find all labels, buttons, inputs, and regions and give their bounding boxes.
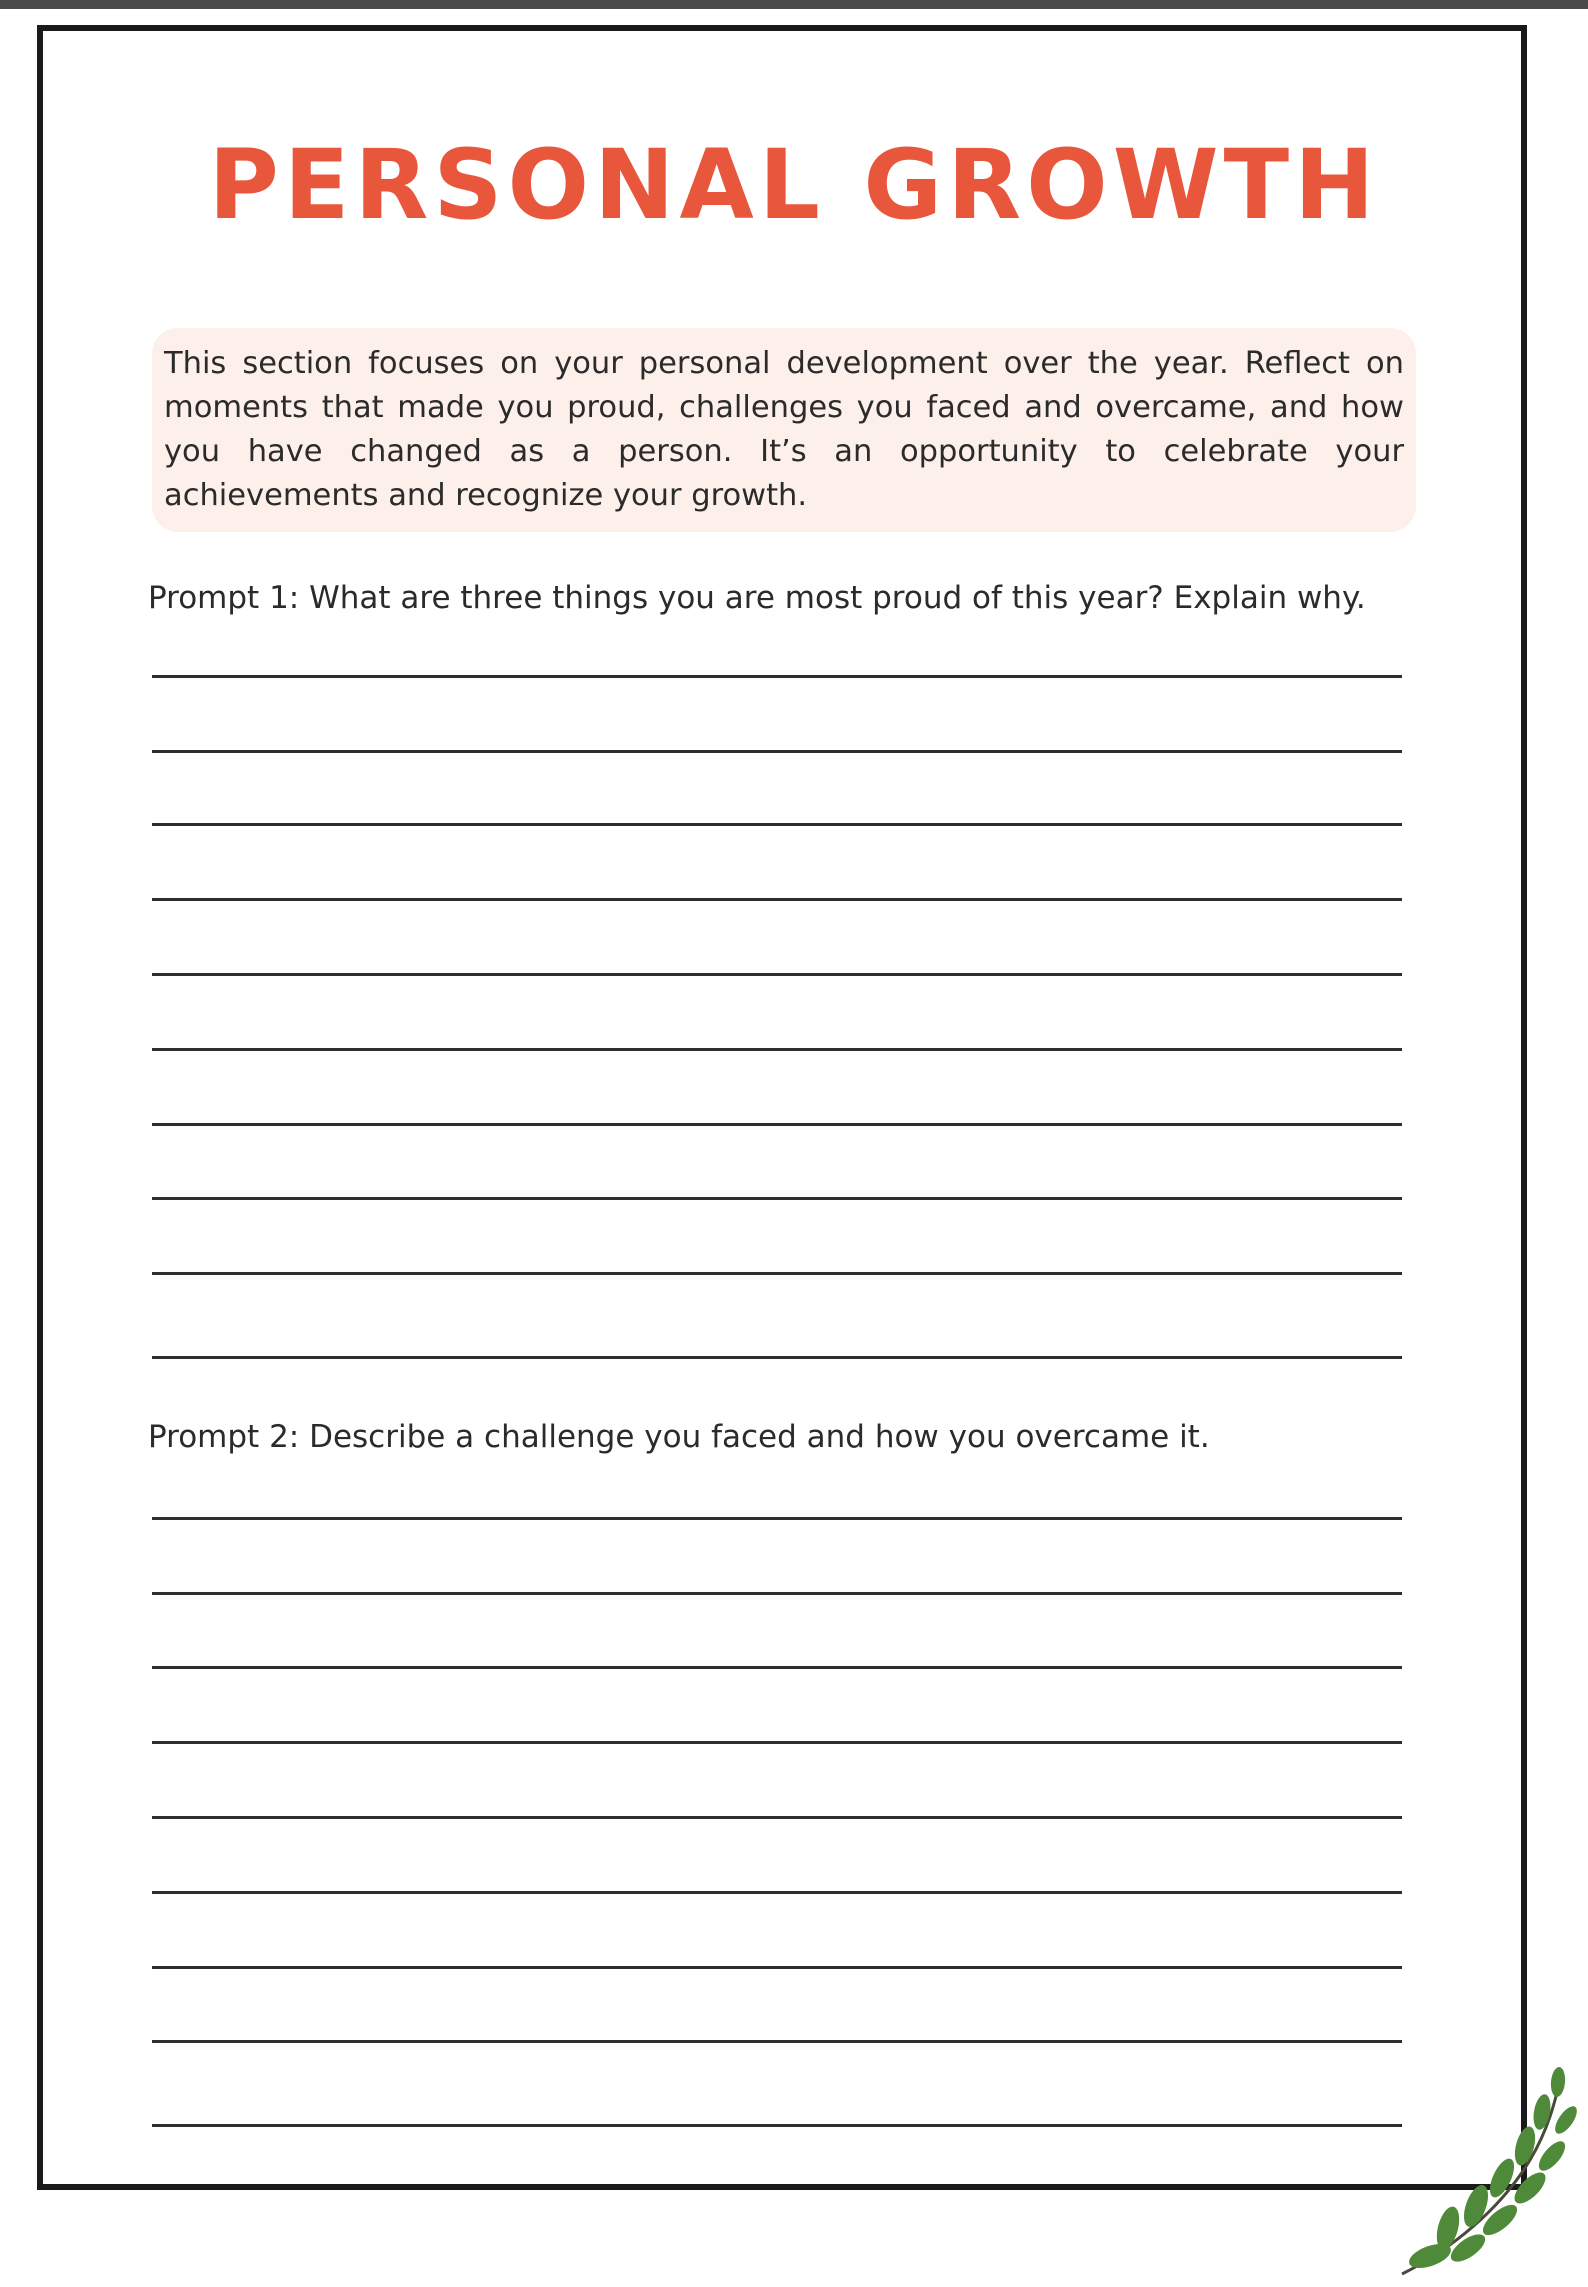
answer-line[interactable] [152,1816,1402,1819]
answer-line[interactable] [152,675,1402,678]
leaf-sprig-icon [1390,2060,1580,2280]
answer-line[interactable] [152,973,1402,976]
answer-line[interactable] [152,1272,1402,1275]
top-edge-strip [0,0,1588,9]
answer-line[interactable] [152,1048,1402,1051]
answer-line[interactable] [152,1592,1402,1595]
prompt-1-text: Prompt 1: What are three things you are most proud of this year? Explain why. [148,580,1366,616]
page-title: PERSONAL GROWTH [208,129,1380,241]
intro-box [152,328,1416,532]
intro-text: This section focuses on your personal development over the year. Reflect on moments that made you proud, challenges you faced and overcame, and how you have changed as a person. It’s an opportunity to celebrate your achievements and recognize your growth. [164,346,1404,513]
answer-line[interactable] [152,1966,1402,1969]
answer-line[interactable] [152,2124,1402,2127]
answer-line[interactable] [152,1741,1402,1744]
answer-line[interactable] [152,2040,1402,2043]
answer-line[interactable] [152,1517,1402,1520]
answer-line[interactable] [152,1197,1402,1200]
prompt-2-text: Prompt 2: Describe a challenge you faced and how you overcame it. [148,1419,1210,1455]
answer-line[interactable] [152,1666,1402,1669]
answer-line[interactable] [152,750,1402,753]
answer-line[interactable] [152,1356,1402,1359]
answer-line[interactable] [152,1891,1402,1894]
answer-line[interactable] [152,1123,1402,1126]
answer-line[interactable] [152,898,1402,901]
answer-line[interactable] [152,823,1402,826]
